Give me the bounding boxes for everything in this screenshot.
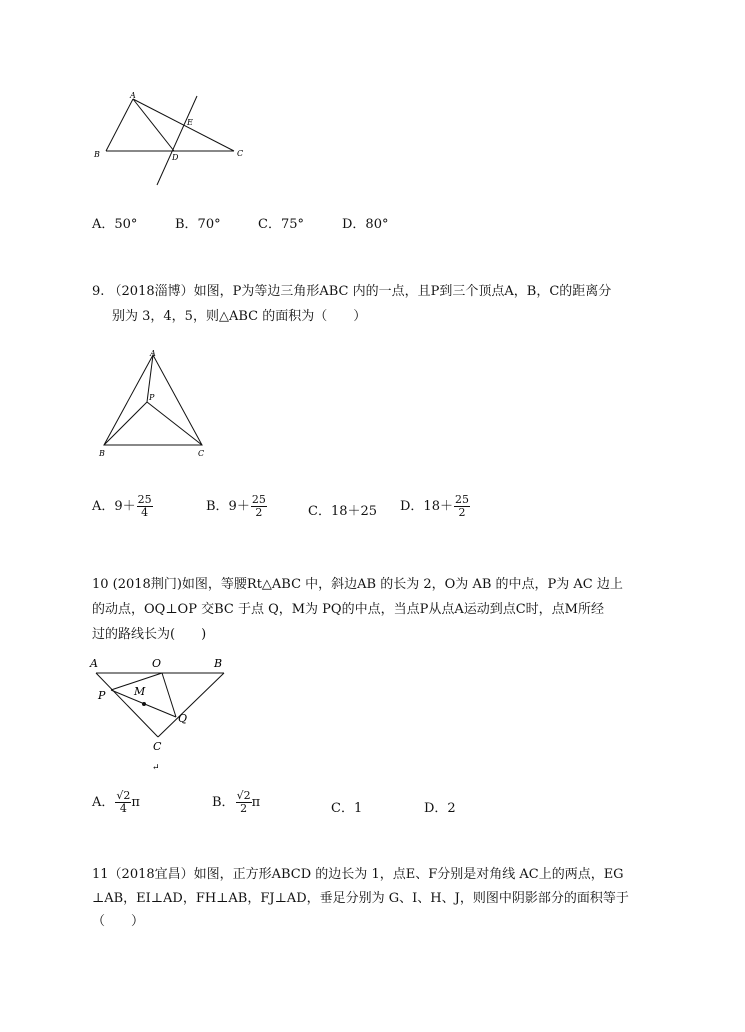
q10-segment-oq (162, 673, 176, 717)
q9-label-c: C (198, 449, 205, 458)
return-mark-icon: ↵ (152, 763, 160, 773)
q10-option-b-suffix: π (251, 795, 261, 810)
q9-option-b-denominator: 2 (255, 506, 263, 519)
q10-option-a-suffix: π (131, 795, 140, 810)
q9-stem-line1: 9. （2018淄博）如图，P为等边三角形ABC 内的一点，且P到三个顶点A，B，C的距离分 (92, 284, 612, 299)
q8-option-c[interactable]: C．75° (258, 217, 304, 232)
q11-stem-line3: （ ） (92, 914, 145, 929)
q9-figure (92, 345, 217, 460)
q8-label-b: B (94, 150, 100, 159)
q10-side-bc (158, 673, 224, 737)
q8-label-a: A (130, 91, 136, 100)
q10-option-d[interactable]: D．2 (424, 801, 456, 816)
q9-option-d-denominator: 2 (458, 506, 466, 519)
q9-label-p: P (149, 393, 155, 402)
q11-stem-line2: ⊥AB，EI⊥AD，FH⊥AB，FJ⊥AD，垂足分别为 G、I、H、J，则图中阴影部分的面积等于 (92, 891, 629, 906)
q9-segment-pc (147, 402, 202, 445)
q9-option-d[interactable] (400, 494, 470, 519)
q10-option-a-fraction (115, 790, 131, 815)
q10-label-q: Q (178, 712, 188, 725)
q9-option-c[interactable]: C．18＋25 (308, 504, 378, 519)
q10-label-b: B (214, 657, 223, 670)
q10-option-b-prefix: B． (212, 795, 235, 810)
q9-option-a-denominator: 4 (141, 506, 149, 519)
q10-figure (88, 652, 238, 777)
q10-label-o: O (152, 657, 162, 670)
q10-stem-line3: 过的路线长为( ) (92, 627, 207, 642)
q10-label-a: A (90, 657, 98, 670)
q9-option-b-numerator: 25 (251, 493, 266, 506)
q10-label-p: P (98, 689, 106, 702)
q8-option-d[interactable]: D．80° (342, 217, 389, 232)
q10-option-a-prefix: A． (92, 795, 115, 810)
q10-side-ac (96, 673, 158, 737)
q10-option-b[interactable] (212, 790, 260, 815)
q10-label-c: C (153, 740, 162, 753)
q8-label-d: D (172, 153, 179, 162)
q9-option-a[interactable] (92, 494, 153, 519)
q10-option-b-denominator: 2 (240, 802, 248, 815)
q10-option-b-numerator: √2 (236, 789, 251, 802)
q8-label-c: C (237, 149, 244, 158)
q8-side-ab (106, 99, 133, 151)
q9-option-a-fraction (137, 494, 153, 519)
q9-option-d-prefix: D．18＋ (400, 499, 453, 514)
q10-option-a-denominator: 4 (119, 802, 127, 815)
q10-stem-line2: 的动点，OQ⊥OP 交BC 于点 Q，M为 PQ的中点，当点P从点A运动到点C时，点M所经 (92, 602, 604, 617)
q9-label-b: B (99, 449, 105, 458)
q9-option-b-prefix: B．9＋ (206, 499, 250, 514)
q10-stem-line1: 10 (2018荆门)如图，等腰Rt△ABC 中，斜边AB 的长为 2，O为 AB 的中点，P为 AC 边上 (92, 577, 623, 592)
q9-option-a-prefix: A．9＋ (92, 499, 136, 514)
q9-option-b-fraction (251, 494, 267, 519)
q9-stem-line2: 别为 3，4，5，则△ABC 的面积为（ ） (112, 309, 367, 324)
q10-option-a[interactable] (92, 790, 140, 815)
q10-label-m: M (134, 685, 146, 698)
q10-option-a-numerator: √2 (116, 789, 131, 802)
q9-option-d-numerator: 25 (454, 493, 469, 506)
q11-stem-line1: 11（2018宜昌）如图，正方形ABCD 的边长为 1，点E、F分别是对角线 AC上的两点，EG (92, 867, 624, 882)
q9-option-a-numerator: 25 (137, 493, 152, 506)
q10-option-c[interactable]: C．1 (331, 801, 363, 816)
q10-option-b-fraction (236, 790, 252, 815)
q8-segment-ad (133, 99, 174, 151)
q8-line-de (157, 96, 197, 185)
q8-figure (88, 90, 258, 190)
q8-label-e: E (187, 118, 193, 127)
q8-option-a[interactable]: A．50° (92, 217, 138, 232)
q9-label-a: A (150, 349, 156, 358)
q9-segment-pb (104, 402, 147, 445)
q10-point-m (142, 702, 146, 706)
q9-option-d-fraction (454, 494, 470, 519)
q9-option-b[interactable] (206, 494, 267, 519)
q8-option-b[interactable]: B．70° (175, 217, 221, 232)
